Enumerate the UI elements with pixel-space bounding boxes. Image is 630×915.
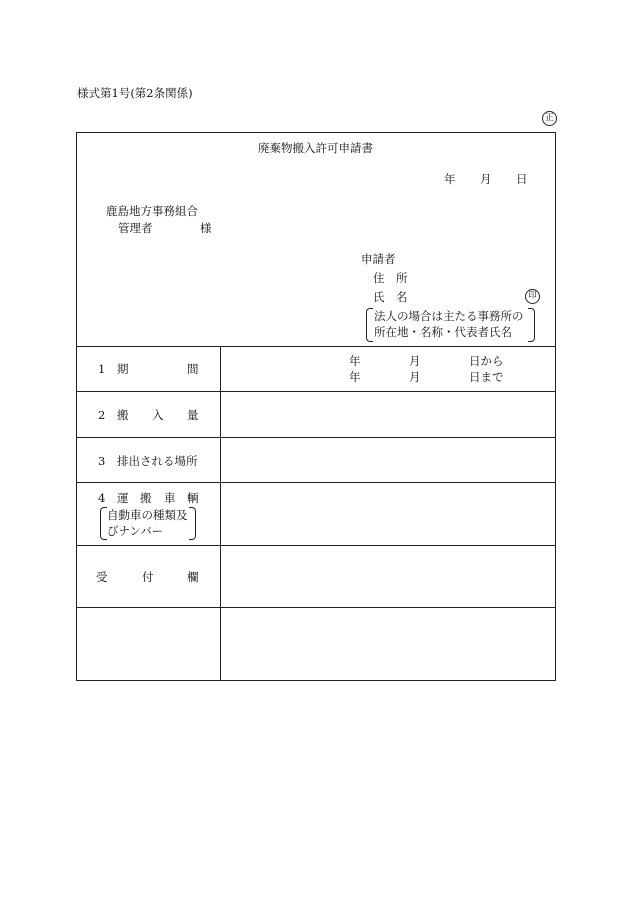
period-from-month: 月	[409, 354, 421, 368]
divider-6	[76, 607, 556, 608]
place-label: 排出される場所	[117, 454, 198, 468]
address-label: 住 所	[373, 271, 408, 285]
vehicle-sub-line1: 自動車の種類及	[107, 508, 188, 522]
date-year: 年	[444, 172, 456, 186]
note-bracket-left	[366, 308, 373, 342]
applicant-heading: 申請者	[361, 252, 396, 266]
vehicle-label-1: 運	[117, 491, 129, 505]
column-divider	[220, 346, 221, 681]
date-month: 月	[480, 172, 492, 186]
period-from-day: 日から	[469, 354, 504, 368]
note-bracket-right	[528, 308, 535, 342]
amount-label-3: 量	[187, 408, 199, 422]
period-to-year: 年	[349, 370, 361, 384]
reception-label-3: 欄	[187, 570, 199, 584]
place-number: 3	[98, 454, 106, 468]
divider-3	[76, 437, 556, 438]
addressee-honorific: 様	[200, 221, 212, 235]
divider-4	[76, 482, 556, 483]
period-to-day: 日まで	[469, 370, 504, 384]
period-label-b: 間	[187, 362, 199, 376]
divider-5	[76, 545, 556, 546]
date-day: 日	[516, 172, 528, 186]
period-from-year: 年	[349, 354, 361, 368]
seal-mark-applicant: 印	[525, 289, 540, 304]
period-to-month: 月	[409, 370, 421, 384]
vehicle-label-2: 搬	[140, 491, 152, 505]
reception-label-2: 付	[142, 570, 154, 584]
seal-mark-top: 正	[542, 111, 557, 126]
vehicle-label-3: 車	[164, 491, 176, 505]
divider-1	[76, 346, 556, 347]
vehicle-bracket-left	[100, 507, 107, 540]
vehicle-number: 4	[98, 491, 106, 505]
corporate-note-line1: 法人の場合は主たる事務所の	[374, 309, 524, 323]
reception-label-1: 受	[96, 570, 108, 584]
form-title: 廃棄物搬入許可申請書	[258, 141, 373, 155]
vehicle-label-4: 輌	[187, 491, 199, 505]
amount-label-1: 搬	[117, 408, 129, 422]
corporate-note-line2: 所在地・名称・代表者氏名	[374, 325, 512, 339]
amount-number: 2	[98, 408, 106, 422]
divider-2	[76, 391, 556, 392]
amount-label-2: 入	[152, 408, 164, 422]
form-number: 様式第1号(第2条関係)	[77, 86, 193, 100]
period-label-a: 期	[117, 362, 129, 376]
name-label: 氏 名	[373, 290, 408, 304]
addressee-org: 鹿島地方事務組合	[106, 204, 198, 218]
vehicle-bracket-right	[189, 507, 196, 540]
period-number: 1	[98, 362, 106, 376]
addressee-role: 管理者	[118, 221, 153, 235]
vehicle-sub-line2: びナンバー	[107, 524, 164, 538]
